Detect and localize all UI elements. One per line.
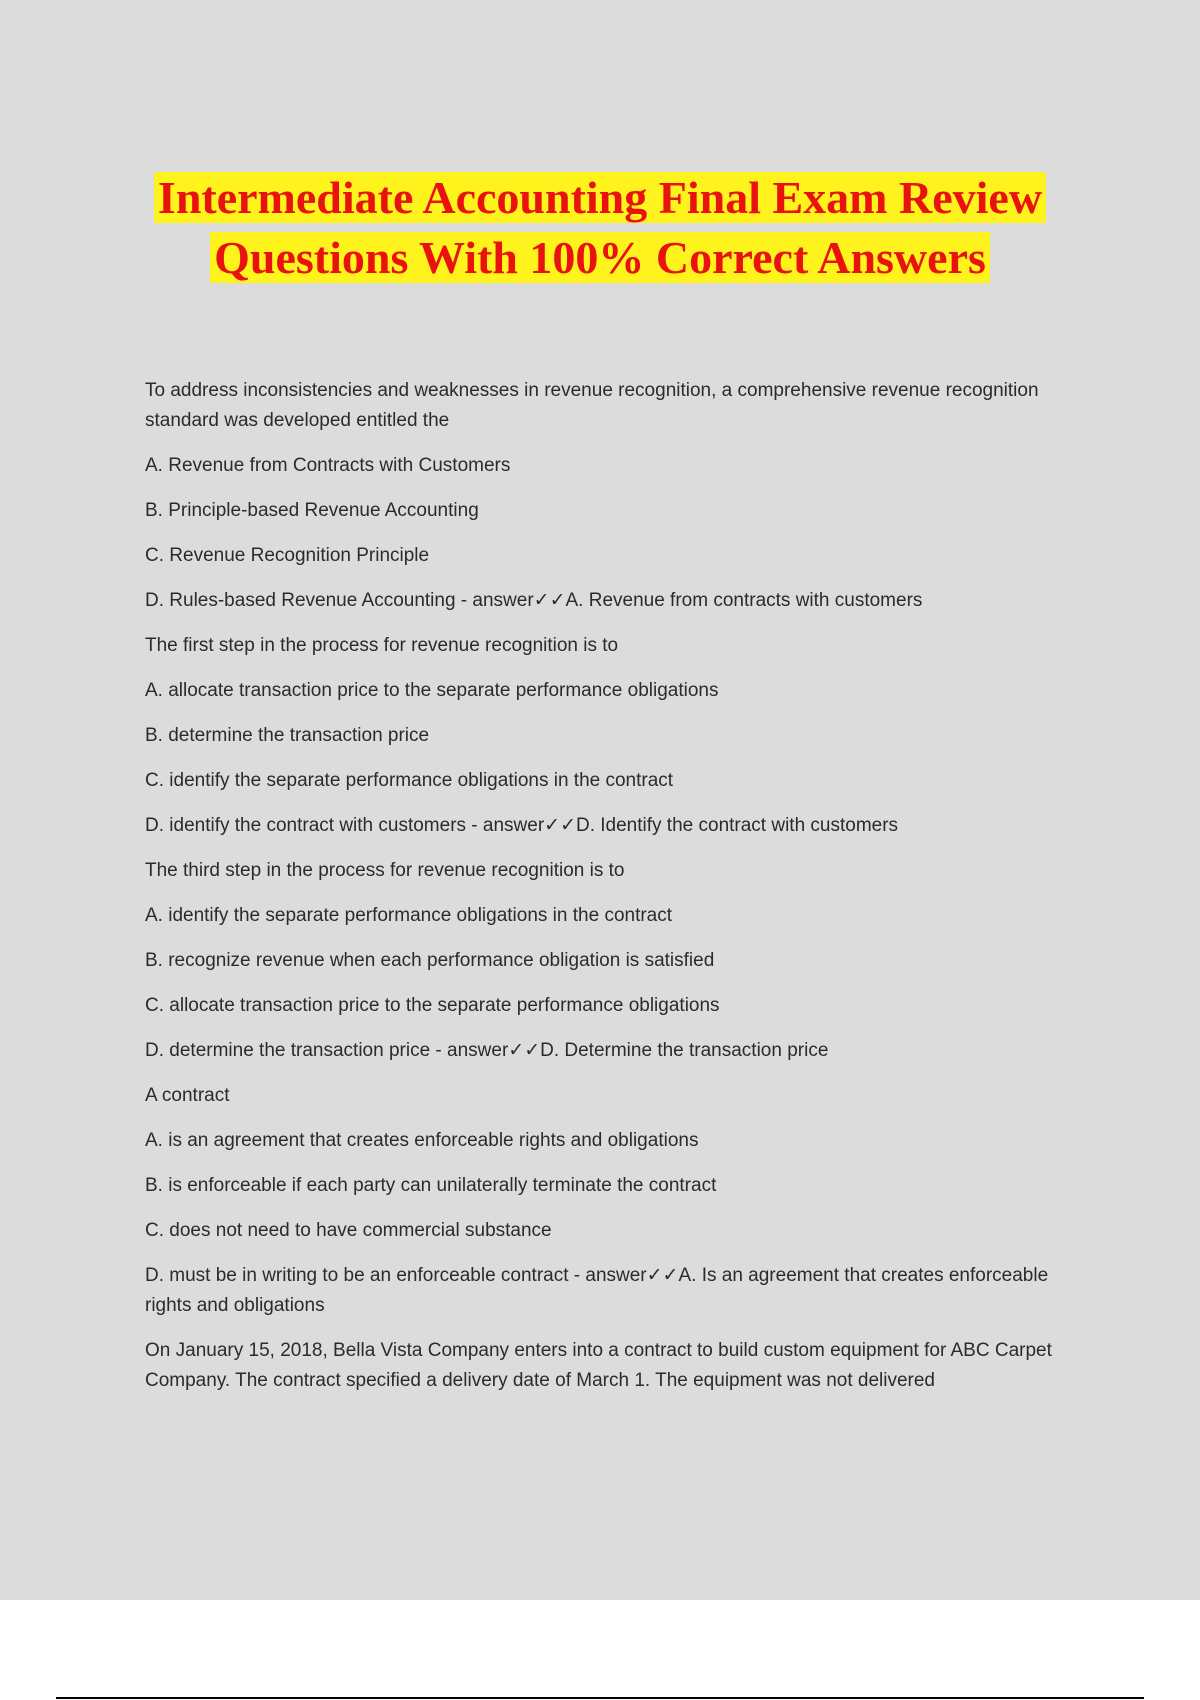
question-1-option-d-answer: D. Rules-based Revenue Accounting - answer✓✓A. Revenue from contracts with customers — [145, 590, 923, 611]
question-5-stem: On January 15, 2018, Bella Vista Company enters into a contract to build custom equipment for ABC Carpet Company. The contract specified a delivery date of March 1. The equipment was not delivered — [145, 1340, 1052, 1391]
question-4-option-c: C. does not need to have commercial substance — [145, 1220, 552, 1241]
question-2-option-b: B. determine the transaction price — [145, 725, 430, 746]
question-1-stem: To address inconsistencies and weaknesses in revenue recognition, a comprehensive revenue recognition standard was developed entitled the — [145, 380, 1039, 431]
question-3-option-a: A. identify the separate performance obligations in the contract — [145, 905, 673, 926]
question-2-option-c: C. identify the separate performance obligations in the contract — [145, 770, 674, 791]
question-4-stem: A contract — [145, 1085, 230, 1106]
question-2-option-d-answer: D. identify the contract with customers - answer✓✓D. Identify the contract with customers — [145, 815, 899, 836]
question-4-option-b: B. is enforceable if each party can unilaterally terminate the contract — [145, 1175, 717, 1196]
question-1-option-a: A. Revenue from Contracts with Customers — [145, 455, 511, 476]
page-divider — [56, 1697, 1144, 1699]
document-body — [145, 376, 1075, 1411]
title-line-2: Questions With 100% Correct Answers — [210, 232, 990, 283]
question-1-option-b: B. Principle-based Revenue Accounting — [145, 500, 479, 521]
question-3-stem: The third step in the process for revenue recognition is to — [145, 860, 625, 881]
question-3-option-b: B. recognize revenue when each performance obligation is satisfied — [145, 950, 715, 971]
question-4-option-a: A. is an agreement that creates enforceable rights and obligations — [145, 1130, 699, 1151]
question-2-stem: The first step in the process for revenue recognition is to — [145, 635, 619, 656]
document-title — [0, 168, 1200, 288]
question-3-option-d-answer: D. determine the transaction price - answer✓✓D. Determine the transaction price — [145, 1040, 829, 1061]
title-line-1: Intermediate Accounting Final Exam Review — [154, 172, 1046, 223]
question-4-option-d-answer: D. must be in writing to be an enforceable contract - answer✓✓A. Is an agreement that creates enforceable rights and obligations — [145, 1265, 1049, 1316]
question-1-option-c: C. Revenue Recognition Principle — [145, 545, 430, 566]
question-3-option-c: C. allocate transaction price to the separate performance obligations — [145, 995, 720, 1016]
question-2-option-a: A. allocate transaction price to the separate performance obligations — [145, 680, 719, 701]
